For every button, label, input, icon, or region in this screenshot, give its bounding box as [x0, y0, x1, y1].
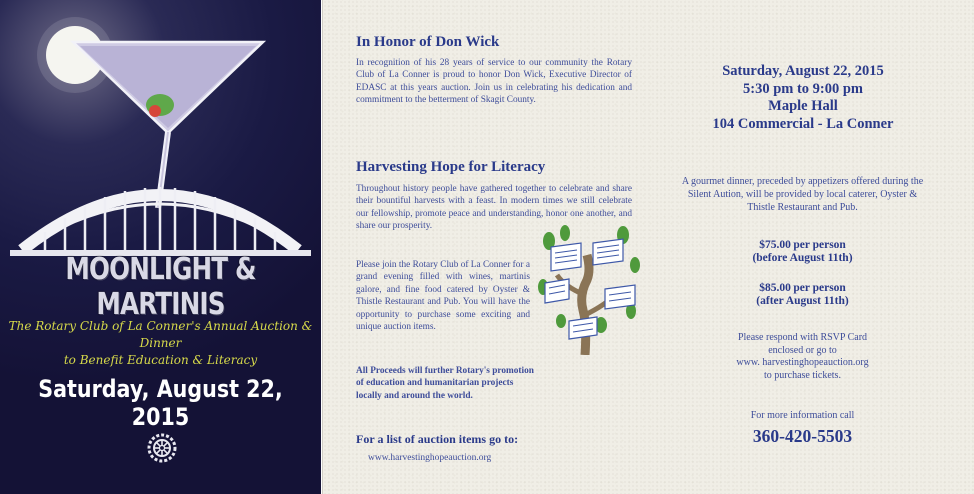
subtitle-line-1: The Rotary Club of La Conner's Annual Auction & Dinner [8, 319, 313, 350]
brochure-inside-panel [322, 0, 974, 494]
hope-paragraph-2: Please join the Rotary Club of La Conner for a grand evening filled with wines, martinis galore, and fine food catered by Oyster & Thistle Restaurant and Pub. You will have the opportunity to purchase some exciting and unique auction items. [356, 260, 530, 333]
price-early-unit: per person [793, 239, 846, 251]
price-early-note: (before August 11th) [752, 252, 853, 264]
price-late-unit: per person [793, 282, 846, 294]
hope-paragraph-3: All Proceeds will further Rotary's promotion of education and humanitarian projects locally and around the world. [356, 366, 534, 401]
price-late-amount: $85.00 [759, 282, 791, 294]
event-subtitle [8, 318, 313, 369]
honor-paragraph: In recognition of his 28 years of service to our community the Rotary Club of La Conner is proud to honor Don Wick, Executive Director of EDASC at this years auction. Join us in celebrating his dedication and commitment to the betterment of Skagit County. [356, 58, 632, 106]
cover-date: Saturday, August 22, 2015 [38, 375, 283, 431]
phone-number[interactable]: 360-420-5503 [752, 426, 853, 446]
info-label: For more information call [750, 410, 855, 421]
rotary-wheel-icon [146, 432, 178, 464]
event-address: 104 Commercial - La Conner [712, 115, 894, 132]
auction-list-link[interactable]: www.harvestinghopeauction.org [368, 453, 492, 463]
book-tree-icon [535, 225, 645, 355]
price-early-amount: $75.00 [759, 239, 791, 251]
rsvp-link[interactable]: www. harvestinghopeauction.org [736, 357, 869, 369]
rsvp-line-4: to purchase tickets. [764, 370, 841, 382]
rsvp-line-1: Please respond with RSVP Card [737, 332, 868, 343]
event-date: Saturday, August 22, 2015 [722, 63, 884, 79]
rsvp-instructions [675, 332, 930, 383]
rsvp-line-2: enclosed or go to [768, 344, 837, 356]
price-early [675, 239, 930, 265]
event-venue: Maple Hall [768, 98, 838, 114]
auction-list-heading: For a list of auction items go to: [356, 432, 519, 446]
dinner-description: A gourmet dinner, preceded by appetizers offered during the Silent Aution, will be provided by local caterer, Oyster & Thistle Restaurant and Pub. [681, 176, 924, 213]
honor-heading: In Honor of Don Wick [356, 34, 500, 50]
event-details [668, 63, 938, 133]
event-title: MOONLIGHT & MARTINIS [65, 252, 256, 322]
cover-panel [0, 0, 321, 494]
event-time: 5:30 pm to 9:00 pm [742, 80, 864, 97]
subtitle-line-2: to Benefit Education & Literacy [63, 353, 258, 367]
price-late-note: (after August 11th) [756, 295, 849, 307]
price-late [675, 282, 930, 308]
hope-heading: Harvesting Hope for Literacy [356, 159, 546, 175]
hope-paragraph-1: Throughout history people have gathered together to celebrate and share their bountiful harvests with a feast. In modern times we still celebrate our fellowship, promote peace and understanding, honor one another, and share our prosperity. [356, 184, 632, 232]
